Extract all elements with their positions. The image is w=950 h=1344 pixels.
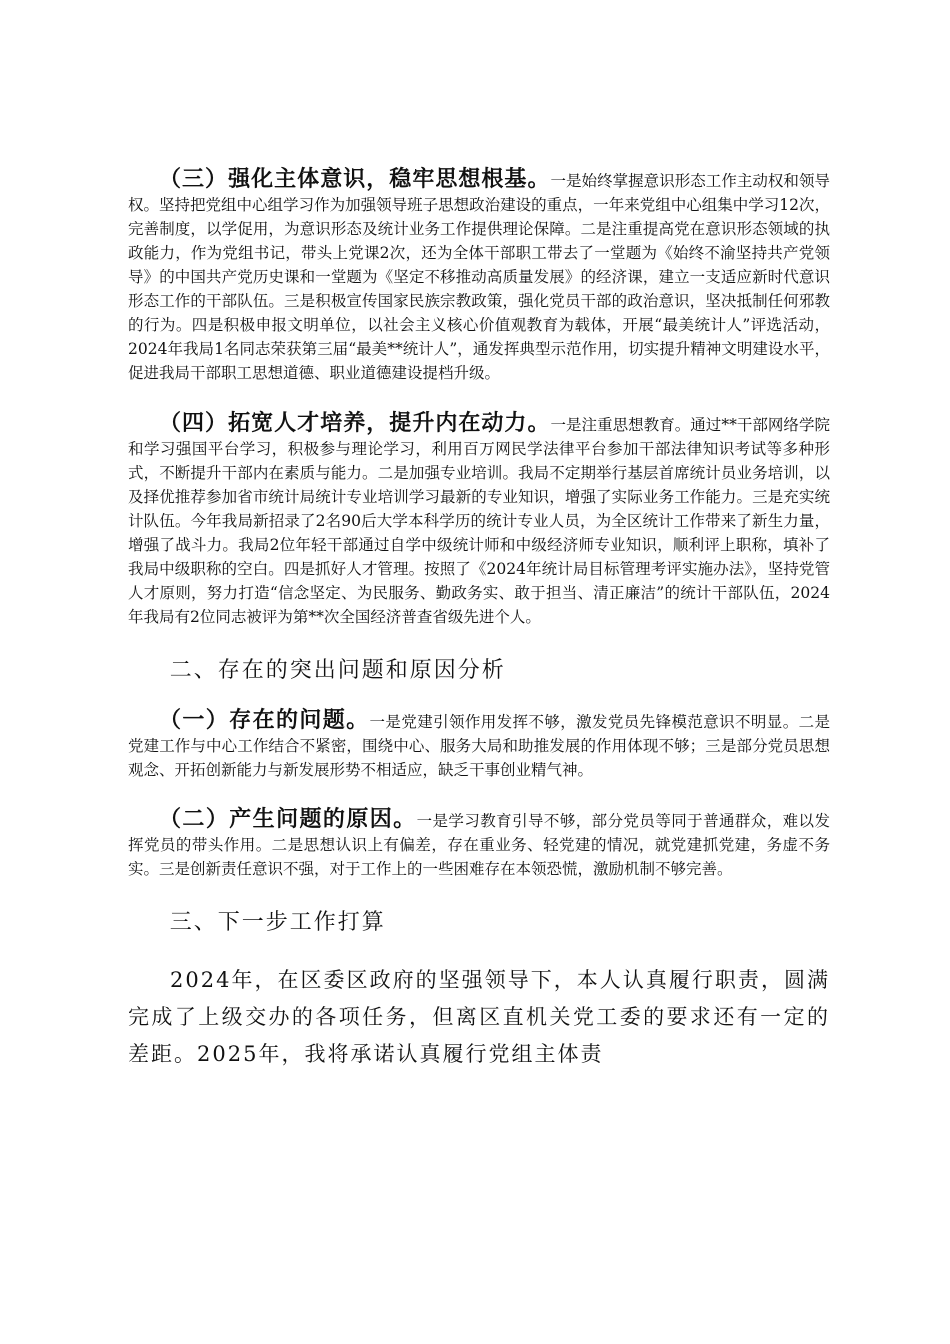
paragraph-problem-causes <box>128 808 830 881</box>
paragraph-lead-heading: （三）强化主体意识，稳牢思想根基。 <box>159 167 551 192</box>
section-heading-next-steps: 三、下一步工作打算 <box>169 910 386 935</box>
paragraph-existing-problems <box>128 709 830 782</box>
paragraph-body: 一是党建引领作用发挥不够，激发党员先锋模范意识不明显。二是党建工作与中心工作结合不紧密，围绕中心、服务大局和助推发展的作用体现不够；三是部分党员思想观念、开拓创新能力与新发展形势不相适应，缺乏干事创业精气神。 <box>128 713 830 779</box>
paragraph-body: 一是注重思想教育。通过**干部网络学院和学习强国平台学习，积极参与理论学习，利用百万网民学法律平台参加干部法律知识考试等多种形式，不断提升干部内在素质与能力。二是加强专业培训。我局不定期举行基层首席统计员业务培训，以及择优推荐参加省市统计局统计专业培训学习最新的专业知识，增强了实际业务工作能力。三是充实统计队伍。今年我局新招录了2名90后大学本科学历的统计专业人员，为全区统计工作带来了新生力量，增强了战斗力。我局2位年轻干部通过自学中级统计师和中级经济师专业知识，顺利评上职称，填补了我局中级职称的空白。四是抓好人才管理。按照了《2024年统计局目标管理考评实施办法》，坚持党管人才原则，努力打造“信念坚定、为民服务、勤政务实、敢于担当、清正廉洁”的统计干部队伍，2024年我局有2位同志被评为第**次全国经济普查省级先进个人。 <box>128 416 830 626</box>
paragraph-talent-training <box>128 412 830 629</box>
paragraph-lead-heading: （一）存在的问题。 <box>159 708 370 733</box>
paragraph-body: 一是始终掌握意识形态工作主动权和领导权。坚持把党组中心组学习作为加强领导班子思想政治建设的重点，一年来党组中心组集中学习12次，完善制度，以学促用，为意识形态及统计业务工作提供理论保障。二是注重提高党在意识形态领域的执政能力，作为党组书记，带头上党课2次，还为全体干部职工带去了一堂题为《始终不渝坚持共产党领导》的中国共产党历史课和一堂题为《坚定不移推动高质量发展》的经济课，建立一支适应新时代意识形态工作的干部队伍。三是积极宣传国家民族宗教政策，强化党员干部的政治意识，坚决抵制任何邪教的行为。四是积极申报文明单位，以社会主义核心价值观教育为载体，开展“最美统计人”评选活动，2024年我局1名同志荣获第三届“最美**统计人”，通发挥典型示范作用，切实提升精神文明建设水平，促进我局干部职工思想道德、职业道德建设提档升级。 <box>128 172 830 382</box>
section-heading-problems: 二、存在的突出问题和原因分析 <box>169 658 506 683</box>
document-page <box>128 168 830 1073</box>
paragraph-lead-heading: （二）产生问题的原因。 <box>159 807 417 832</box>
paragraph-body: 一是学习教育引导不够，部分党员等同于普通群众，难以发挥党员的带头作用。二是思想认识上有偏差，存在重业务、轻党建的情况，就党建抓党建，务虚不务实。三是创新责任意识不强，对于工作上的一些困难存在本领恐慌，激励机制不够完善。 <box>128 812 830 878</box>
paragraph-lead-heading: （四）拓宽人才培养，提升内在动力。 <box>159 411 551 436</box>
paragraph-next-plan: 2024年，在区委区政府的坚强领导下，本人认真履行职责，圆满完成了上级交办的各项任务，但离区直机关党工委的要求还有一定的差距。2025年，我将承诺认真履行党组主体责 <box>128 968 830 1066</box>
paragraph-strengthen-awareness <box>128 168 830 385</box>
